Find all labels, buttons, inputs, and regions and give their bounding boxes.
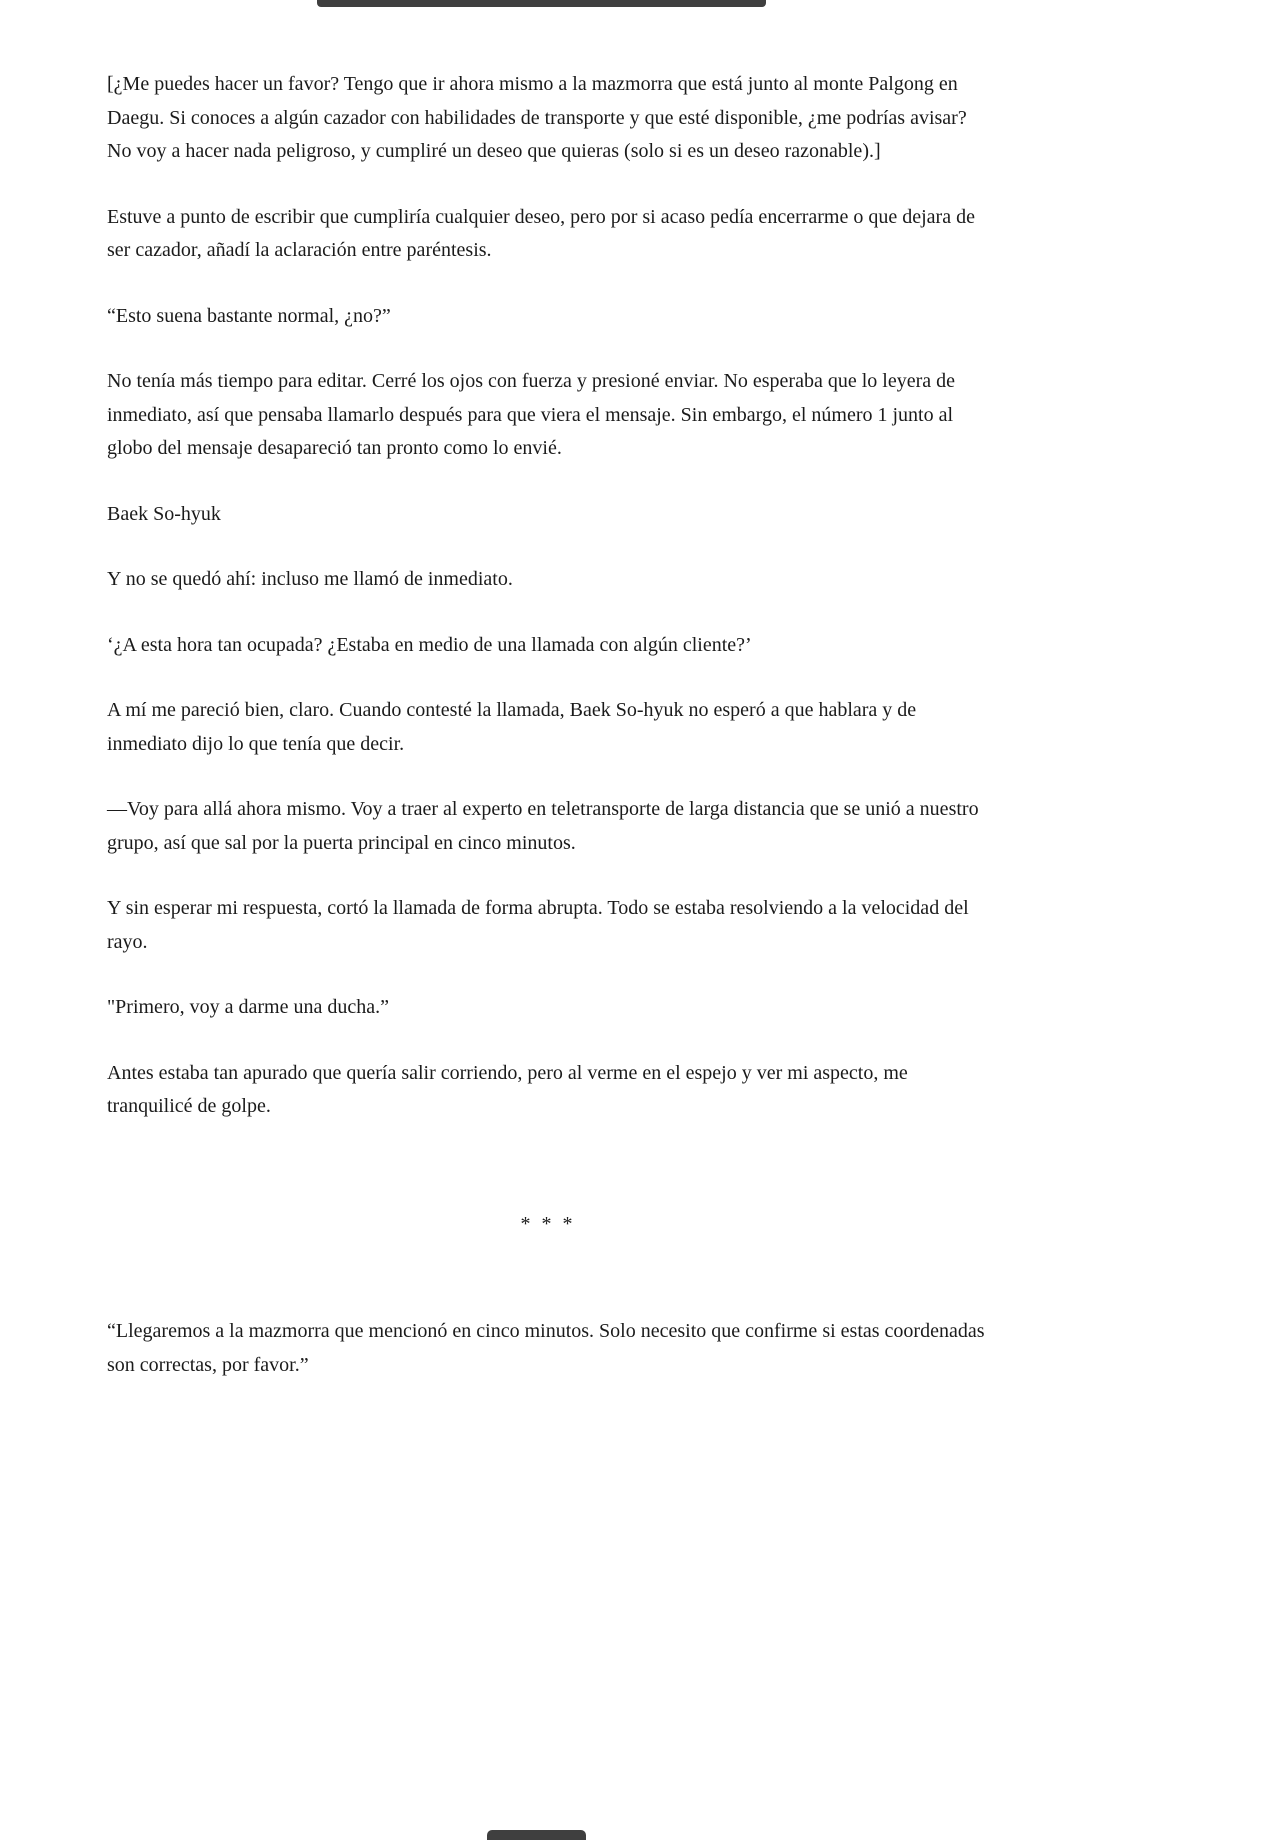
scene-separator: * * * <box>520 1212 576 1235</box>
chapter-text <box>107 68 989 1414</box>
bottom-bar-partial[interactable] <box>487 1830 586 1840</box>
paragraph: ‘¿A esta hora tan ocupada? ¿Estaba en medio de una llamada con algún cliente?’ <box>107 633 752 656</box>
paragraph: Y no se quedó ahí: incluso me llamó de inmediato. <box>107 568 513 590</box>
paragraph: [¿Me puedes hacer un favor? Tengo que ir ahora mismo a la mazmorra que está junto al monte Palgong en Daegu. Si conoces a algún cazador con habilidades de transporte y que esté disponible, ¿me podrías avisar? No voy a hacer nada peligroso, y cumpliré un deseo que quieras (solo si es un deseo razonable).] <box>107 73 967 162</box>
paragraph: “Llegaremos a la mazmorra que mencionó en cinco minutos. Solo necesito que confirme si estas coordenadas son correctas, por favor.” <box>107 1320 985 1376</box>
paragraph: Y sin esperar mi respuesta, cortó la llamada de forma abrupta. Todo se estaba resolviendo a la velocidad del rayo. <box>107 897 969 953</box>
paragraph: Antes estaba tan apurado que quería salir corriendo, pero al verme en el espejo y ver mi aspecto, me tranquilicé de golpe. <box>107 1061 908 1117</box>
floating-toolbar-partial[interactable] <box>317 0 766 7</box>
paragraph: —Voy para allá ahora mismo. Voy a traer al experto en teletransporte de larga distancia que se unió a nuestro grupo, así que sal por la puerta principal en cinco minutos. <box>107 798 979 854</box>
paragraph: Estuve a punto de escribir que cumpliría cualquier deseo, pero por si acaso pedía encerrarme o que dejara de ser cazador, añadí la aclaración entre paréntesis. <box>107 205 975 261</box>
paragraph: Baek So-hyuk <box>107 502 221 525</box>
paragraph: No tenía más tiempo para editar. Cerré los ojos con fuerza y presioné enviar. No esperaba que lo leyera de inmediato, así que pensaba llamarlo después para que viera el mensaje. Sin embargo, el número 1 junto al globo del mensaje desapareció tan pronto como lo envié. <box>107 370 956 459</box>
paragraph: "Primero, voy a darme una ducha.” <box>107 996 389 1018</box>
paragraph: A mí me pareció bien, claro. Cuando contesté la llamada, Baek So-hyuk no esperó a que hablara y de inmediato dijo lo que tenía que decir. <box>107 699 917 755</box>
paragraph: “Esto suena bastante normal, ¿no?” <box>107 304 391 327</box>
